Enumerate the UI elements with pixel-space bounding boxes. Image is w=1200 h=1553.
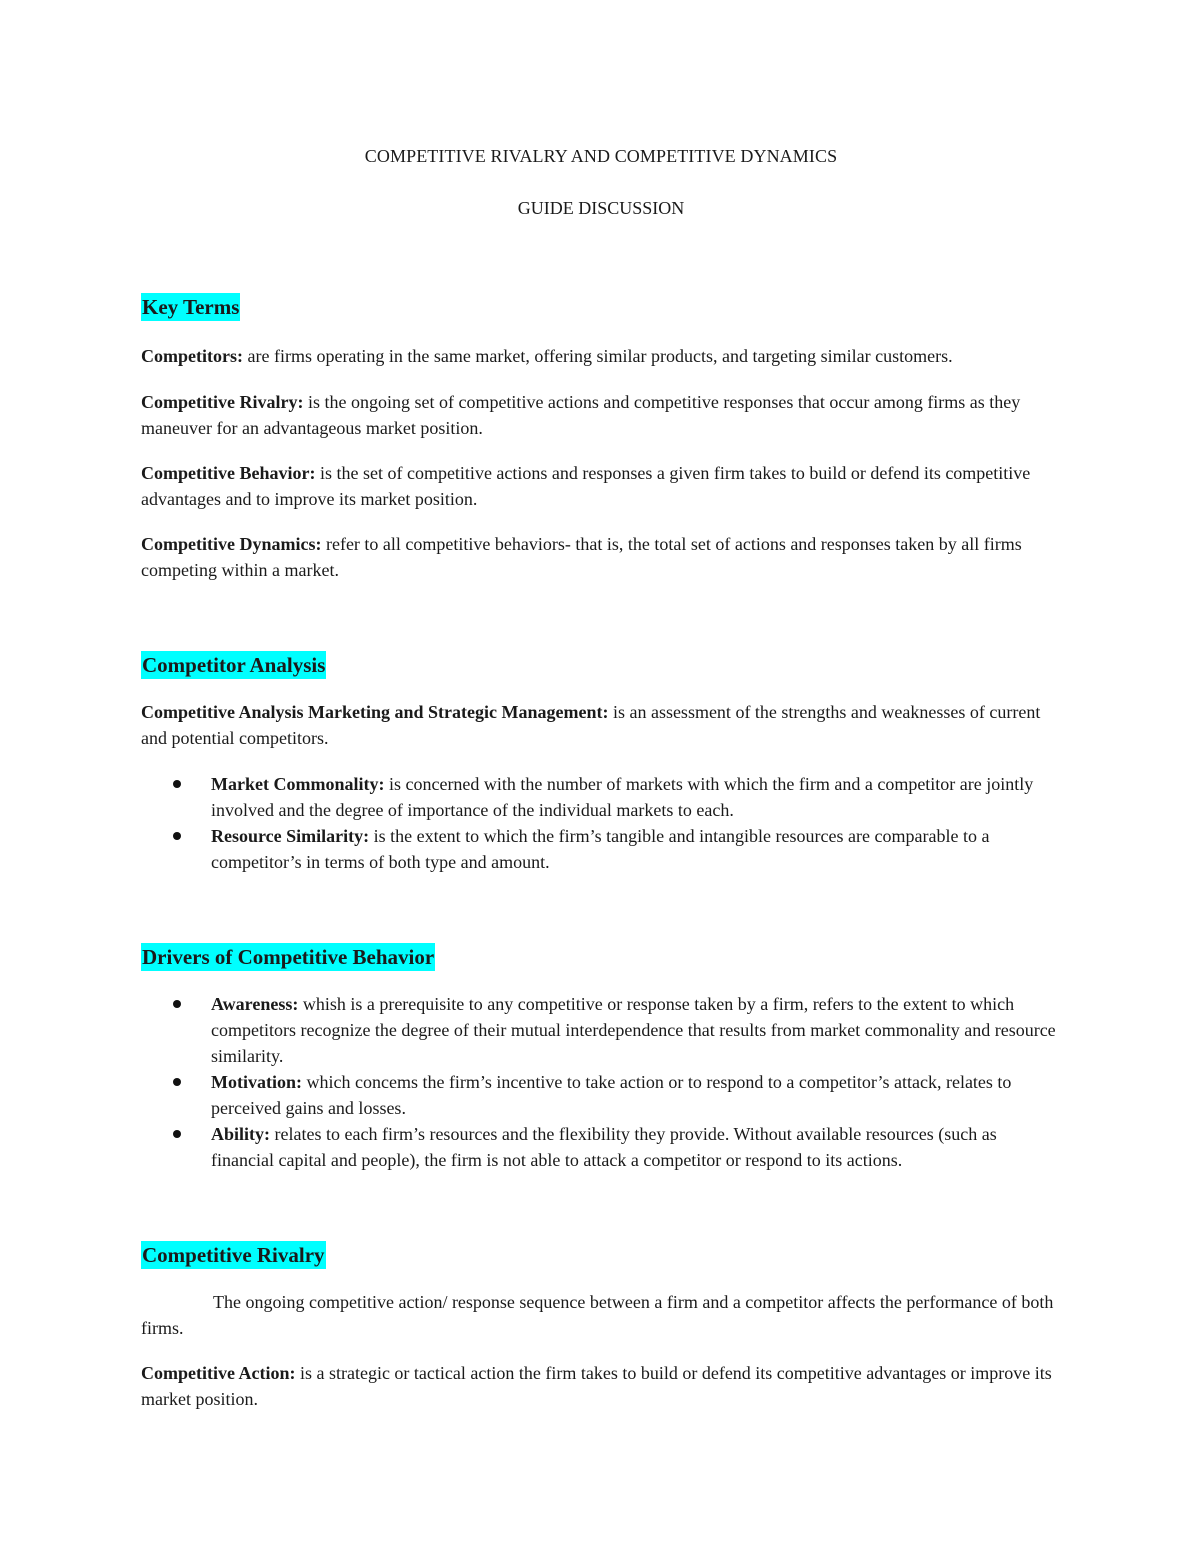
document-title: COMPETITIVE RIVALRY AND COMPETITIVE DYNAMICS [364, 146, 838, 166]
definition-text: is the extent to which the firm’s tangible and intangible resources are comparable to a competitor’s in terms of both type and amount. [211, 826, 990, 872]
term-label: Ability: [211, 1124, 271, 1144]
definition-text: whish is a prerequisite to any competitive or response taken by a firm, refers to the extent to which competitors recognize the degree of their mutual interdependence that results from market commonality and resource similarity. [211, 994, 1056, 1066]
definition-text: is a strategic or tactical action the firm takes to build or defend its competitive advantages or improve its market position. [141, 1363, 1052, 1409]
section-heading-competitive-rivalry: Competitive Rivalry [142, 1243, 325, 1267]
drivers-list [141, 991, 1061, 1173]
definition-competitive-rivalry [141, 389, 1061, 441]
section-competitor-analysis [141, 651, 1061, 679]
definition-text: relates to each firm’s resources and the flexibility they provide. Without available resources (such as financial capital and people), the firm is not able to attack a competitor or respond to its actions. [211, 1124, 997, 1170]
list-item [141, 1121, 1061, 1173]
list-item [141, 991, 1061, 1069]
definition-competitive-dynamics [141, 531, 1061, 583]
definition-text: is an assessment of the strengths and weaknesses of current and potential competitors. [141, 702, 1041, 748]
term-label: Competitive Analysis Marketing and Strategic Management: [141, 702, 609, 722]
bullet-icon [173, 780, 181, 788]
term-label: Resource Similarity: [211, 826, 370, 846]
section-competitive-rivalry [141, 1241, 1061, 1269]
definition-competitors [141, 343, 1061, 369]
term-label: Motivation: [211, 1072, 302, 1092]
term-label: Competitors: [141, 346, 243, 366]
definition-competitive-action [141, 1360, 1061, 1412]
section-key-terms [141, 293, 1061, 321]
definition-text: are firms operating in the same market, offering similar products, and targeting similar customers. [242, 346, 953, 366]
definition-text: is concerned with the number of markets with which the firm and a competitor are jointly involved and the degree of importance of the individual markets to each. [211, 774, 1034, 820]
bullet-icon [173, 832, 181, 840]
term-label: Competitive Dynamics: [141, 534, 322, 554]
document-subtitle: GUIDE DISCUSSION [517, 198, 685, 218]
competitor-analysis-list [141, 771, 1061, 875]
section-heading-key-terms: Key Terms [142, 295, 240, 319]
list-item [141, 771, 1061, 823]
definition-text: is the ongoing set of competitive actions and competitive responses that occur among firms as they maneuver for an advantageous market position. [141, 392, 1021, 438]
term-label: Competitive Rivalry: [141, 392, 304, 412]
term-label: Competitive Action: [141, 1363, 296, 1383]
bullet-icon [173, 1130, 181, 1138]
definition-competitive-behavior [141, 460, 1061, 512]
bullet-icon [173, 1000, 181, 1008]
term-label: Market Commonality: [211, 774, 385, 794]
bullet-icon [173, 1078, 181, 1086]
competitive-rivalry-intro: The ongoing competitive action/ response sequence between a firm and a competitor affects the performance of both firms. [141, 1292, 1054, 1338]
definition-competitive-analysis [141, 699, 1061, 751]
list-item [141, 823, 1061, 875]
term-label: Awareness: [211, 994, 299, 1014]
list-item [141, 1069, 1061, 1121]
definition-text: refer to all competitive behaviors- that is, the total set of actions and responses taken by all firms competing within a market. [141, 534, 1022, 580]
section-heading-competitor-analysis: Competitor Analysis [142, 653, 326, 677]
section-drivers [141, 943, 1061, 971]
term-label: Competitive Behavior: [141, 463, 316, 483]
definition-text: which concems the firm’s incentive to take action or to respond to a competitor’s attack, relates to perceived gains and losses. [211, 1072, 1012, 1118]
section-heading-drivers: Drivers of Competitive Behavior [142, 945, 435, 969]
definition-text: is the set of competitive actions and responses a given firm takes to build or defend its competitive advantages and to improve its market position. [141, 463, 1031, 509]
document-body [141, 140, 1061, 1412]
